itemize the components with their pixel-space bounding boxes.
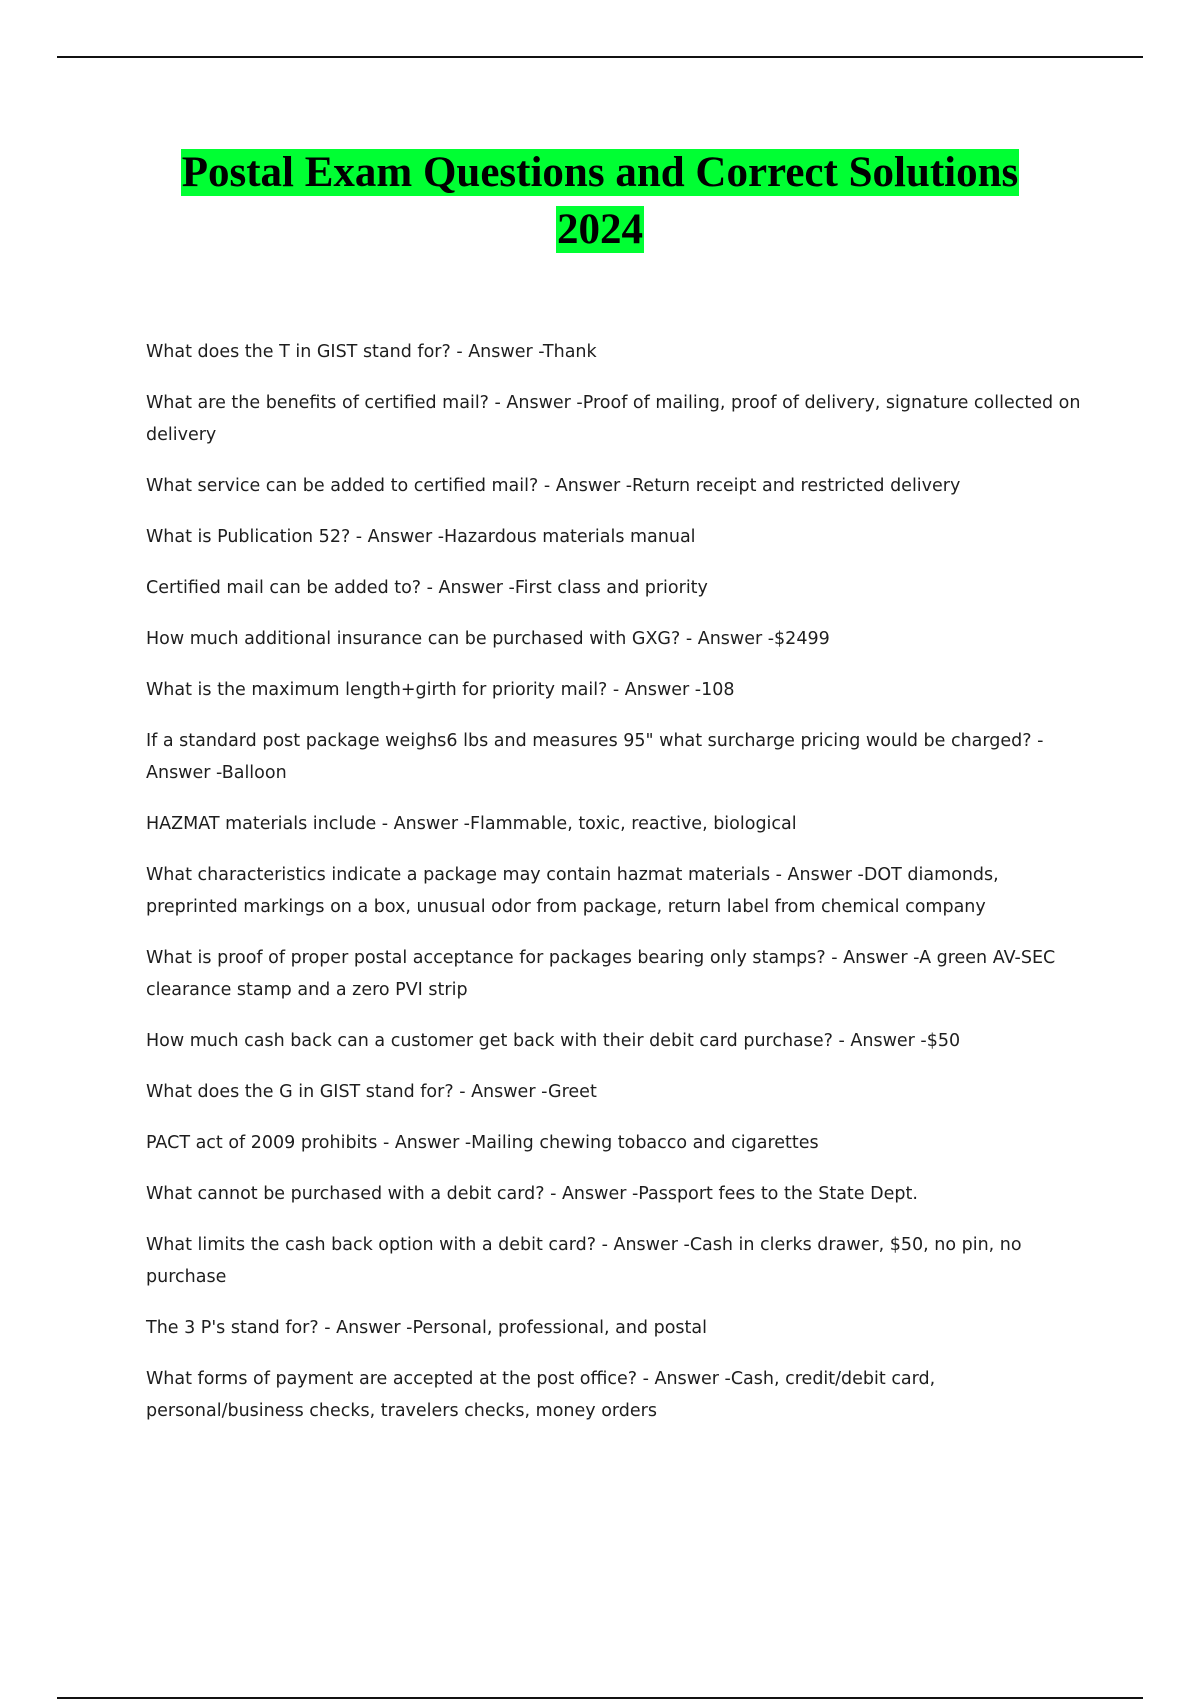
qa-item: What are the benefits of certified mail? - Answer -Proof of mailing, proof of delivery, signature collected on delivery	[146, 393, 1081, 445]
qa-item: What is proof of proper postal acceptance for packages bearing only stamps? - Answer -A green AV-SEC clearance stamp and a zero PVI strip	[146, 948, 1056, 1000]
qa-item: What forms of payment are accepted at the post office? - Answer -Cash, credit/debit card, personal/business checks, travelers checks, money orders	[146, 1369, 936, 1421]
qa-item: What is the maximum length+girth for priority mail? - Answer -108	[146, 680, 735, 700]
qa-item: How much additional insurance can be purchased with GXG? - Answer -$2499	[146, 629, 830, 649]
qa-item: Certified mail can be added to? - Answer -First class and priority	[146, 578, 708, 598]
page-title	[120, 144, 1080, 258]
qa-item: What service can be added to certified mail? - Answer -Return receipt and restricted delivery	[146, 476, 961, 496]
qa-item: What is Publication 52? - Answer -Hazardous materials manual	[146, 527, 696, 547]
qa-item: PACT act of 2009 prohibits - Answer -Mailing chewing tobacco and cigarettes	[146, 1133, 819, 1153]
qa-item: The 3 P's stand for? - Answer -Personal, professional, and postal	[146, 1318, 707, 1338]
qa-item: What does the T in GIST stand for? - Answer -Thank	[146, 342, 597, 362]
qa-item: What does the G in GIST stand for? - Answer -Greet	[146, 1082, 597, 1102]
qa-list	[146, 336, 1091, 1446]
qa-item: What limits the cash back option with a debit card? - Answer -Cash in clerks drawer, $50, no pin, no purchase	[146, 1235, 1022, 1287]
qa-item: How much cash back can a customer get back with their debit card purchase? - Answer -$50	[146, 1031, 961, 1051]
title-line-2: 2024	[557, 206, 643, 253]
top-rule	[57, 56, 1143, 58]
qa-item: If a standard post package weighs6 lbs and measures 95" what surcharge pricing would be charged? - Answer -Balloon	[146, 731, 1044, 783]
qa-item: HAZMAT materials include - Answer -Flammable, toxic, reactive, biological	[146, 814, 797, 834]
qa-item: What cannot be purchased with a debit card? - Answer -Passport fees to the State Dept.	[146, 1184, 918, 1204]
title-line-1: Postal Exam Questions and Correct Solutions	[181, 149, 1019, 196]
bottom-rule	[57, 1697, 1143, 1699]
qa-item: What characteristics indicate a package may contain hazmat materials - Answer -DOT diamonds, preprinted markings on a box, unusual odor from package, return label from chemical company	[146, 865, 999, 917]
